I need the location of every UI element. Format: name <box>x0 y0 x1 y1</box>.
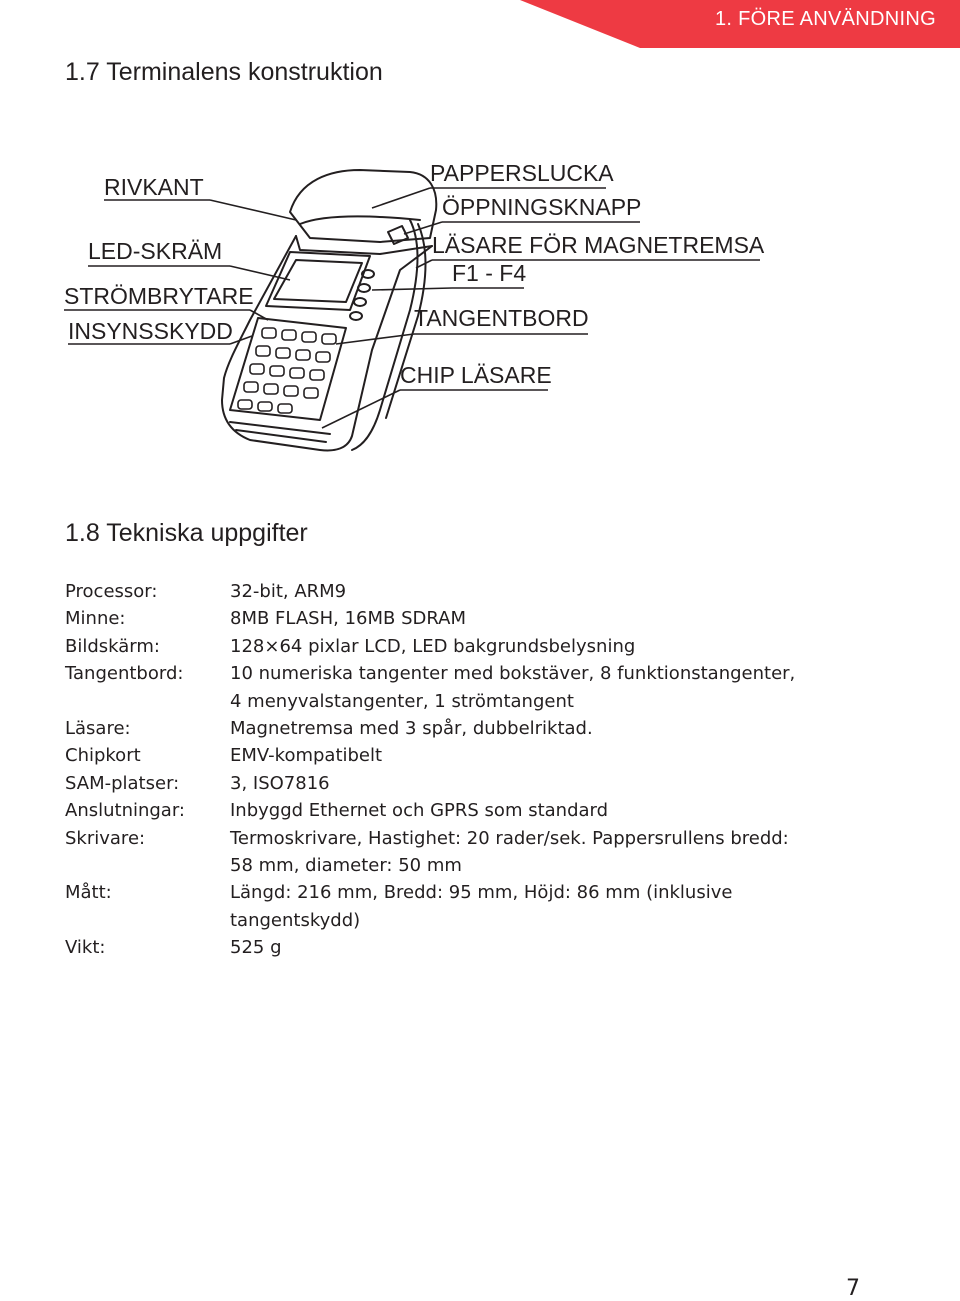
label-magstripe-reader: LÄSARE FÖR MAGNETREMSA <box>432 232 765 258</box>
spec-value: Termoskrivare, Hastighet: 20 rader/sek. Pappersrullens bredd: <box>230 827 789 849</box>
spec-label: Läsare: <box>65 717 131 739</box>
label-led-screen: LED-SKRÄM <box>88 238 223 264</box>
spec-value: 58 mm, diameter: 50 mm <box>230 854 462 876</box>
spec-label: Mått: <box>65 882 112 904</box>
spec-value: 4 menyvalstangenter, 1 strömtangent <box>230 690 574 712</box>
label-open-button: ÖPPNINGSKNAPP <box>442 194 642 220</box>
spec-label: SAM-platser: <box>65 772 180 794</box>
spec-label: Tangentbord: <box>65 663 184 685</box>
spec-value: EMV-kompatibelt <box>230 745 383 767</box>
terminal-diagram <box>0 150 960 480</box>
spec-label: Processor: <box>65 581 158 602</box>
label-paper-cover: PAPPERSLUCKA <box>430 160 614 186</box>
spec-label: Vikt: <box>65 937 106 959</box>
spec-value: 3, ISO7816 <box>230 772 330 794</box>
section-title: 1. FÖRE ANVÄNDNING <box>715 8 936 30</box>
label-keypad: TANGENTBORD <box>414 305 589 331</box>
spec-value: 8MB FLASH, 16MB SDRAM <box>230 608 466 630</box>
spec-value: Inbyggd Ethernet och GPRS som standard <box>230 800 609 822</box>
spec-value: 525 g <box>230 937 282 959</box>
spec-value: Längd: 216 mm, Bredd: 95 mm, Höjd: 86 mm (inklusive <box>230 882 733 904</box>
spec-value: Magnetremsa med 3 spår, dubbelriktad. <box>230 717 593 739</box>
spec-label: Skrivare: <box>65 827 146 849</box>
label-power-switch: STRÖMBRYTARE <box>64 283 254 309</box>
spec-label: Anslutningar: <box>65 800 185 822</box>
spec-label: Bildskärm: <box>65 635 160 657</box>
label-rivkant: RIVKANT <box>104 174 204 200</box>
label-function-keys: F1 - F4 <box>452 260 527 286</box>
spec-value: 128×64 pixlar LCD, LED bakgrundsbelysning <box>230 635 636 657</box>
spec-value: 32-bit, ARM9 <box>230 581 347 602</box>
spec-value: tangentskydd) <box>230 909 361 931</box>
page-number: 7 <box>846 1276 860 1301</box>
spec-label: Minne: <box>65 608 126 630</box>
specs-heading: 1.8 Tekniska uppgifter <box>65 519 308 547</box>
spec-value: 10 numeriska tangenter med bokstäver, 8 funktionstangenter, <box>230 663 796 685</box>
label-chip-reader: CHIP LÄSARE <box>400 362 552 388</box>
spec-label: Chipkort <box>65 745 141 767</box>
construction-heading: 1.7 Terminalens konstruktion <box>65 58 383 86</box>
label-privacy-shield: INSYNSSKYDD <box>68 318 233 344</box>
